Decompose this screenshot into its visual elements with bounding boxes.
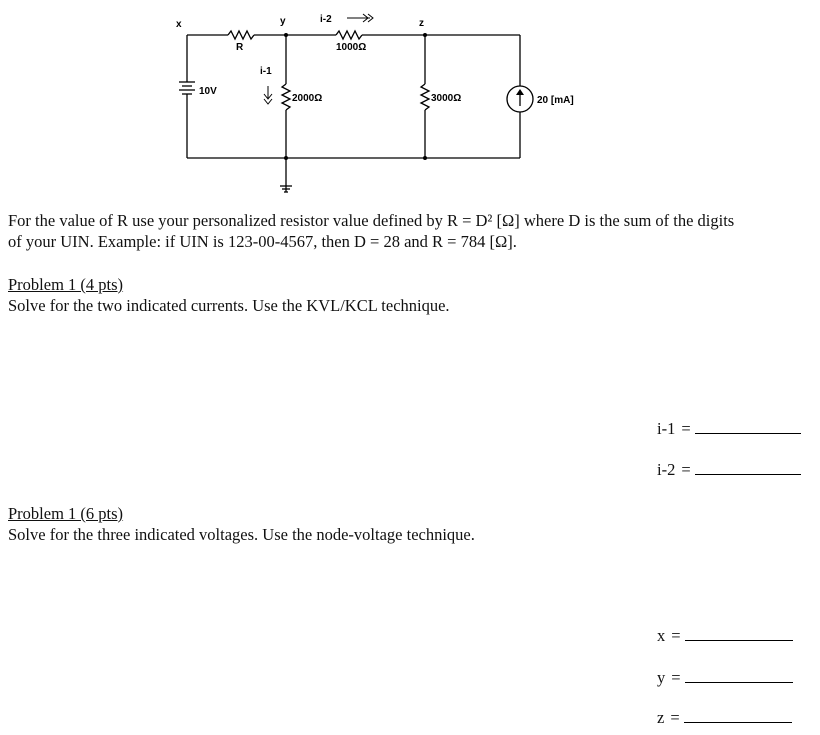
junction-y [284,33,288,37]
resistor-3000 [421,84,429,110]
answer-i1-blank[interactable] [695,419,801,434]
answer-i1-eq: = [681,419,691,438]
answer-i1-label: i-1 [657,419,676,438]
problem-2-text: Solve for the three indicated voltages. Use the node-voltage technique. [8,525,475,544]
answer-x-eq: = [671,626,681,645]
problem-2-title: Problem 1 (6 pts) [8,504,124,523]
answer-y [657,668,793,688]
label-voltage-source: 10V [199,86,217,97]
answer-i2-label: i-2 [657,460,676,479]
problem-1-text: Solve for the two indicated currents. Use the KVL/KCL technique. [8,296,450,315]
answer-i1 [657,419,801,439]
label-resistor-3000: 3000Ω [431,93,462,104]
current-source-arrow-head [516,89,524,95]
junction-z [423,33,427,37]
label-i2: i-2 [320,14,332,25]
label-node-y: y [280,16,286,27]
answer-i2 [657,460,801,480]
answer-z-label: z [657,708,665,727]
label-node-x: x [176,19,182,30]
problem-2-block [8,503,808,545]
label-resistor-2000: 2000Ω [292,93,323,104]
junction-bottom-z [423,156,427,160]
answer-x-label: x [657,626,666,645]
answer-x [657,626,793,646]
intro-paragraph [8,210,808,252]
answer-x-blank[interactable] [685,626,793,641]
label-node-z: z [419,18,424,29]
junction-ground [284,156,288,160]
resistor-1000 [336,31,362,39]
answer-z-blank[interactable] [684,708,792,723]
resistor-2000 [282,84,290,110]
resistor-r [228,31,254,39]
answer-i2-eq: = [681,460,691,479]
answer-i2-blank[interactable] [695,460,801,475]
answer-z [657,708,792,728]
intro-line-1: For the value of R use your personalized resistor value defined by R = D² [Ω] where D is the sum of the digits [8,211,735,230]
label-current-source: 20 [mA] [537,95,574,106]
answer-z-eq: = [670,708,680,727]
answer-y-blank[interactable] [685,668,793,683]
answer-y-label: y [657,668,666,687]
circuit-diagram [0,0,820,200]
label-resistor-1000: 1000Ω [336,42,367,53]
label-i1: i-1 [260,66,272,77]
intro-line-2: of your UIN. Example: if UIN is 123-00-4567, then D = 28 and R = 784 [Ω]. [8,232,517,251]
answer-y-eq: = [671,668,681,687]
problem-1-title: Problem 1 (4 pts) [8,275,124,294]
label-resistor-r: R [236,42,244,53]
problem-1-block [8,274,808,316]
